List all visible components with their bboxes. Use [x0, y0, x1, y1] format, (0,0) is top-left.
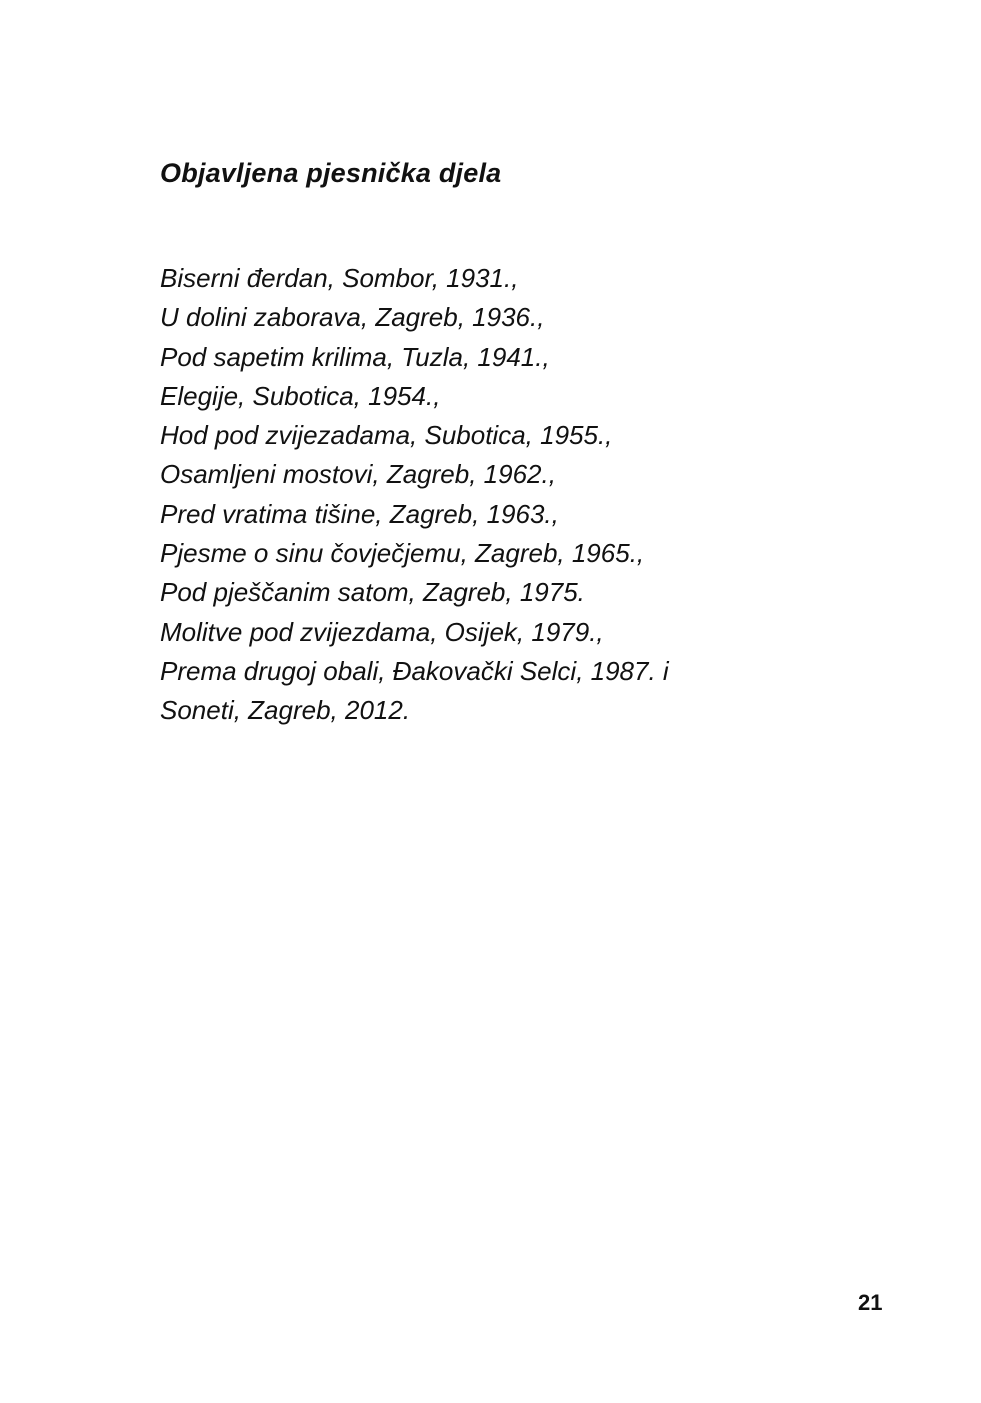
list-item: Elegije, Subotica, 1954.,	[160, 380, 441, 411]
section-heading: Objavljena pjesnička djela	[160, 158, 502, 188]
list-item: Prema drugoj obali, Đakovački Selci, 1987. i	[160, 655, 669, 686]
page-number: 21	[858, 1290, 883, 1315]
list-item: Hod pod zvijezadama, Subotica, 1955.,	[160, 420, 613, 451]
published-works-list	[160, 259, 669, 731]
list-item: Osamljeni mostovi, Zagreb, 1962.,	[160, 459, 556, 490]
list-item: Pod pješčanim satom, Zagreb, 1975.	[160, 577, 585, 608]
list-item: Pjesme o sinu čovječjemu, Zagreb, 1965.,	[160, 538, 645, 569]
list-item: Pod sapetim krilima, Tuzla, 1941.,	[160, 341, 550, 372]
list-item: Molitve pod zvijezdama, Osijek, 1979.,	[160, 616, 604, 647]
list-item: Pred vratima tišine, Zagreb, 1963.,	[160, 498, 559, 529]
list-item: Biserni đerdan, Sombor, 1931.,	[160, 263, 519, 293]
list-item: Soneti, Zagreb, 2012.	[160, 695, 411, 726]
list-item: U dolini zaborava, Zagreb, 1936.,	[160, 302, 545, 333]
